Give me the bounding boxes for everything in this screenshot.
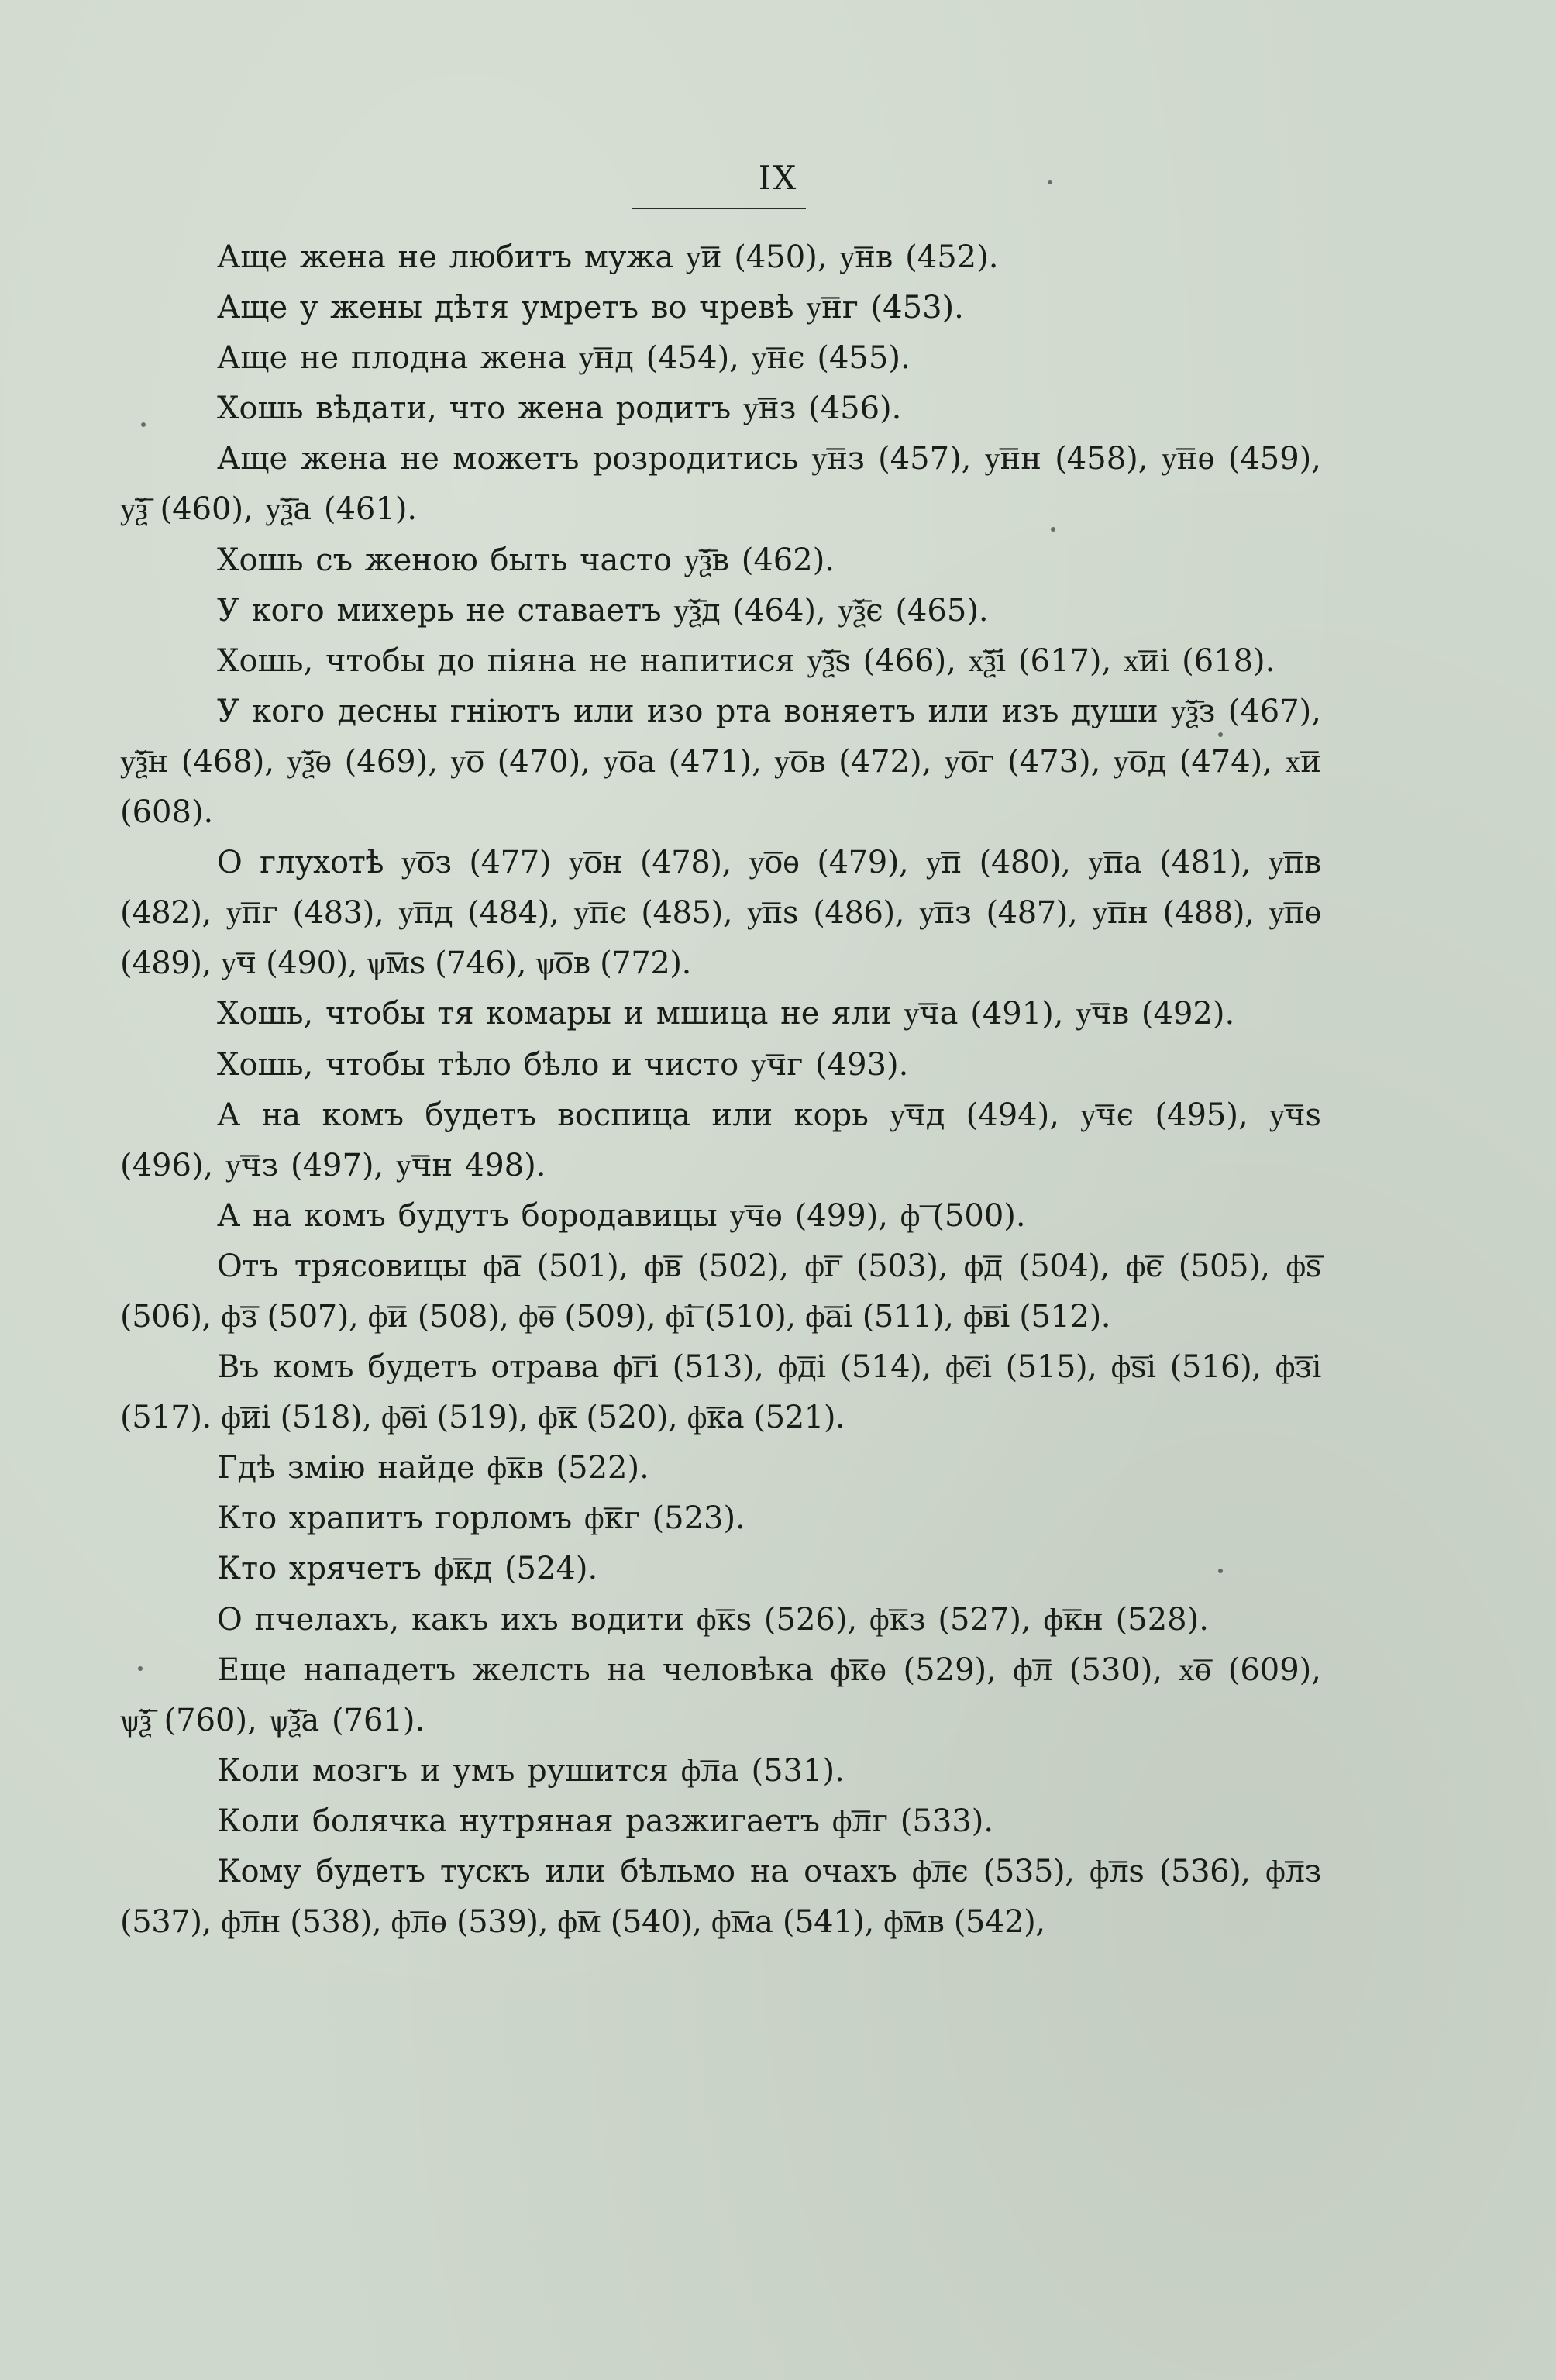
index-entry: Аще не плодна жена у͞нд (454), у͞нє (455). (217, 340, 911, 377)
index-entry: Хошь съ женою быть часто у͞ѯв (462). (217, 542, 835, 578)
index-entry: Хошь, чтобы тѣло бѣло и чисто у͞чг (493). (217, 1046, 909, 1083)
index-entry: Коли мозгъ и умъ рушится ф͞ла (531). (217, 1752, 845, 1789)
index-text (120, 232, 1321, 1948)
page-number: IX (758, 159, 798, 197)
index-entry: У кого десны гніютъ или изо рта воняетъ или изъ души у͞ѯз (467), у͞ѯн (468), у͞ѯѳ (469), у͞о (470), у͞оа (471), у͞ов (472), у͞ог (473), у͞од (474), х͞и (608). (120, 693, 1321, 831)
index-entry: Гдѣ змію найде ф͞кв (522). (217, 1450, 649, 1486)
index-entry: Хошь вѣдати, что жена родитъ у͞нз (456). (217, 391, 902, 427)
index-entry: Еще нападетъ желсть на человѣка ф͞кѳ (529), ф͞л (530), х͞ѳ (609), ѱ͞ѯ (760), ѱ͞ѯа (761). (120, 1652, 1321, 1738)
index-entry: О глухотѣ у͞оз (477) у͞он (478), у͞оѳ (479), у͞п (480), у͞па (481), у͞пв (482), у͞пг (483), у͞пд (484), у͞пє (485), у͞пѕ (486), у͞пз (487), у͞пн (488), у͞пѳ (489), у͞ч (490), ѱ͞мѕ (746), ѱ͞ов (772). (120, 845, 1321, 982)
index-entry: Аще жена не любитъ мужа у͞и (450), у͞нв (452). (217, 239, 999, 275)
header-rule (632, 208, 806, 209)
index-entry: Кто храпитъ горломъ ф͞кг (523). (217, 1500, 745, 1537)
paper-speck (141, 422, 146, 427)
index-entry: А на комъ будетъ воспица или корь у͞чд (494), у͞чє (495), у͞чѕ (496), у͞чз (497), у͞чн 498). (120, 1097, 1321, 1183)
index-entry: У кого михерь не ставаетъ у͞ѯд (464), у͞ѯє (465). (217, 592, 989, 629)
index-entry: Въ комъ будетъ отрава ф͞гі (513), ф͞ді (514), ф͞єі (515), ф͞ѕі (516), ф͞зі (517). ф͞иі (518), ф͞ѳі (519), ф͞к (520), ф͞ка (521). (120, 1349, 1321, 1436)
index-entry: Хошь, чтобы тя комары и мшица не яли у͞ча (491), у͞чв (492). (217, 996, 1235, 1032)
index-entry: Коли болячка нутряная разжигаетъ ф͞лг (533). (217, 1803, 994, 1839)
paper-speck (1051, 527, 1055, 532)
paper-speck (1218, 732, 1223, 737)
paper-speck (1218, 1569, 1223, 1573)
index-entry: О пчелахъ, какъ ихъ водити ф͞кѕ (526), ф͞кз (527), ф͞кн (528). (217, 1601, 1209, 1638)
paper-speck (138, 1666, 143, 1671)
index-entry: А на комъ будутъ бородавицы у͞чѳ (499), ф͞ (500). (217, 1197, 1026, 1234)
index-entry: Отъ трясовицы ф͞а (501), ф͞в (502), ф͞г (503), ф͞д (504), ф͞є (505), ф͞ѕ (506), ф͞з (507), ф͞и (508), ф͞ѳ (509), ф͞і (510), ф͞аі (511), ф͞ві (512). (120, 1248, 1321, 1335)
index-entry: Аще жена не можетъ розродитись у͞нз (457), у͞нн (458), у͞нѳ (459), у͞ѯ (460), у͞ѯа (461). (120, 441, 1321, 528)
index-entry: Кому будетъ тускъ или бѣльмо на очахъ ф͞лє (535), ф͞лѕ (536), ф͞лз (537), ф͞лн (538), ф͞лѳ (539), ф͞м (540), ф͞ма (541), ф͞мв (542), (120, 1854, 1321, 1941)
index-entry: Кто хрячетъ ф͞кд (524). (217, 1551, 598, 1587)
index-entry: Хошь, чтобы до піяна не напитися у͞ѯѕ (466), х͞ѯі (617), х͞иі (618). (217, 642, 1275, 679)
index-entry: Аще у жены дѣтя умретъ во чревѣ у͞нг (453). (217, 290, 964, 326)
paper-speck (1048, 180, 1052, 184)
